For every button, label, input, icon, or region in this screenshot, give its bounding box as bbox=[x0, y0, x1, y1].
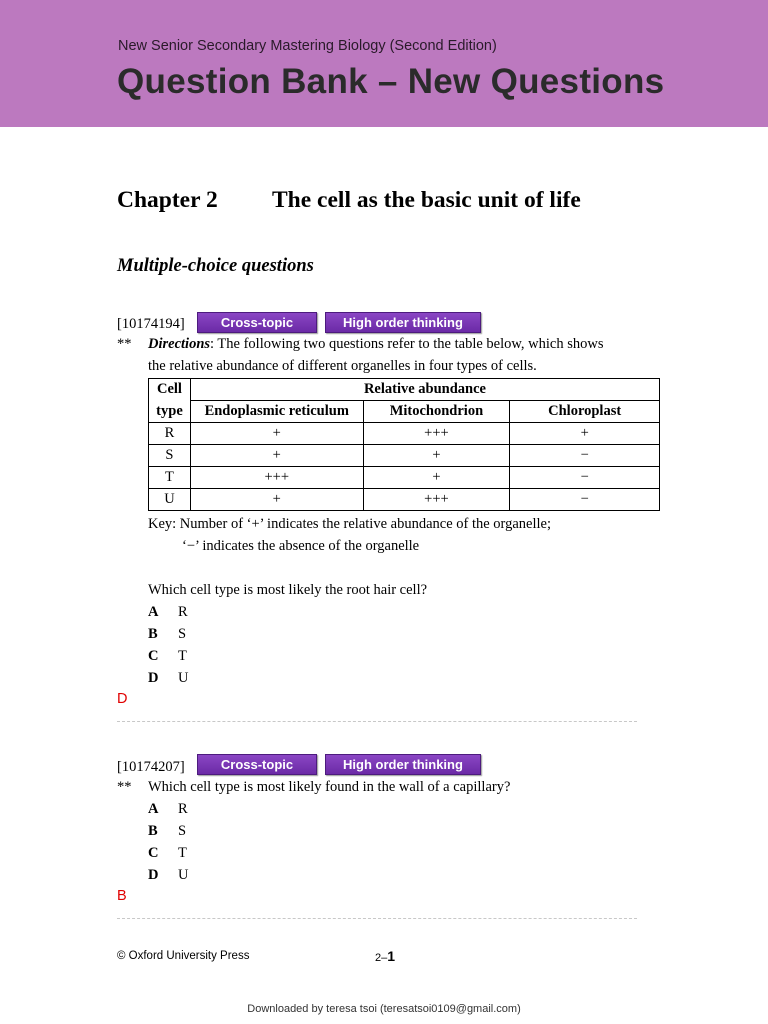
header-banner bbox=[0, 0, 768, 127]
tag-high-order-thinking[interactable]: High order thinking bbox=[325, 754, 481, 775]
section-title: Multiple-choice questions bbox=[117, 256, 314, 276]
difficulty-stars: ** bbox=[117, 779, 132, 795]
table-cell: + bbox=[190, 445, 363, 467]
cell-type-header-2: type bbox=[149, 401, 191, 423]
option-value: S bbox=[178, 626, 187, 642]
difficulty-stars: ** bbox=[117, 336, 132, 352]
table-cell: +++ bbox=[363, 423, 510, 445]
question-text: Which cell type is most likely the root hair cell? bbox=[148, 582, 428, 598]
page-prefix: 2– bbox=[375, 952, 388, 964]
option-value: S bbox=[178, 823, 187, 839]
page-number bbox=[375, 948, 395, 964]
chapter-number: Chapter 2 bbox=[117, 187, 218, 213]
question-id: [10174207] bbox=[117, 759, 185, 775]
option-value: R bbox=[178, 604, 188, 620]
directions-line-2: the relative abundance of different organelles in four types of cells. bbox=[148, 358, 537, 374]
page-title: Question Bank – New Questions bbox=[117, 62, 665, 101]
question-divider bbox=[117, 918, 637, 919]
directions-text: : The following two questions refer to the table below, which shows bbox=[210, 336, 604, 352]
table-cell: + bbox=[363, 445, 510, 467]
option-value: U bbox=[178, 867, 189, 883]
table-cell: + bbox=[510, 423, 660, 445]
question-divider bbox=[117, 721, 637, 722]
column-header: Mitochondrion bbox=[363, 401, 510, 423]
table-cell: R bbox=[149, 423, 191, 445]
page-number-value: 1 bbox=[387, 948, 396, 964]
option-letter: D bbox=[148, 867, 159, 883]
tag-cross-topic[interactable]: Cross-topic bbox=[197, 312, 317, 333]
option-letter: D bbox=[148, 670, 159, 686]
option-letter: A bbox=[148, 604, 159, 620]
chapter-name: The cell as the basic unit of life bbox=[272, 187, 581, 213]
book-subtitle: New Senior Secondary Mastering Biology (Second Edition) bbox=[118, 38, 497, 54]
relative-abundance-header: Relative abundance bbox=[190, 379, 659, 401]
option-letter: B bbox=[148, 626, 158, 642]
download-notice: Downloaded by teresa tsoi (teresatsoi0109@gmail.com) bbox=[247, 1003, 521, 1015]
question-id: [10174194] bbox=[117, 316, 185, 332]
table-row bbox=[149, 489, 660, 511]
table-cell: T bbox=[149, 467, 191, 489]
table-row bbox=[149, 445, 660, 467]
copyright-notice: © Oxford University Press bbox=[117, 950, 250, 962]
option-letter: B bbox=[148, 823, 158, 839]
cell-type-header: Cell bbox=[149, 379, 191, 401]
directions-label: Directions bbox=[148, 336, 211, 352]
table-cell: − bbox=[510, 467, 660, 489]
key-line-2: ‘−’ indicates the absence of the organelle bbox=[182, 538, 420, 554]
table-cell: + bbox=[190, 489, 363, 511]
table-cell: + bbox=[190, 423, 363, 445]
tag-high-order-thinking[interactable]: High order thinking bbox=[325, 312, 481, 333]
option-value: T bbox=[178, 845, 187, 861]
option-letter: C bbox=[148, 845, 159, 861]
option-value: U bbox=[178, 670, 189, 686]
option-value: T bbox=[178, 648, 187, 664]
table-cell: + bbox=[363, 467, 510, 489]
column-header: Chloroplast bbox=[510, 401, 660, 423]
key-line-1: Key: Number of ‘+’ indicates the relative abundance of the organelle; bbox=[148, 516, 552, 532]
table-row bbox=[149, 467, 660, 489]
option-letter: A bbox=[148, 801, 159, 817]
answer-key: D bbox=[117, 691, 128, 707]
table-row bbox=[149, 423, 660, 445]
table-cell: − bbox=[510, 489, 660, 511]
tag-cross-topic[interactable]: Cross-topic bbox=[197, 754, 317, 775]
column-header: Endoplasmic reticulum bbox=[190, 401, 363, 423]
question-text: Which cell type is most likely found in the wall of a capillary? bbox=[148, 779, 511, 795]
table-cell: +++ bbox=[363, 489, 510, 511]
answer-key: B bbox=[117, 888, 127, 904]
table-cell: − bbox=[510, 445, 660, 467]
option-letter: C bbox=[148, 648, 159, 664]
table-cell: S bbox=[149, 445, 191, 467]
table-cell: U bbox=[149, 489, 191, 511]
table-cell: +++ bbox=[190, 467, 363, 489]
organelle-table bbox=[148, 378, 660, 511]
chapter-heading bbox=[117, 187, 581, 214]
directions-line-1 bbox=[148, 336, 603, 353]
option-value: R bbox=[178, 801, 188, 817]
